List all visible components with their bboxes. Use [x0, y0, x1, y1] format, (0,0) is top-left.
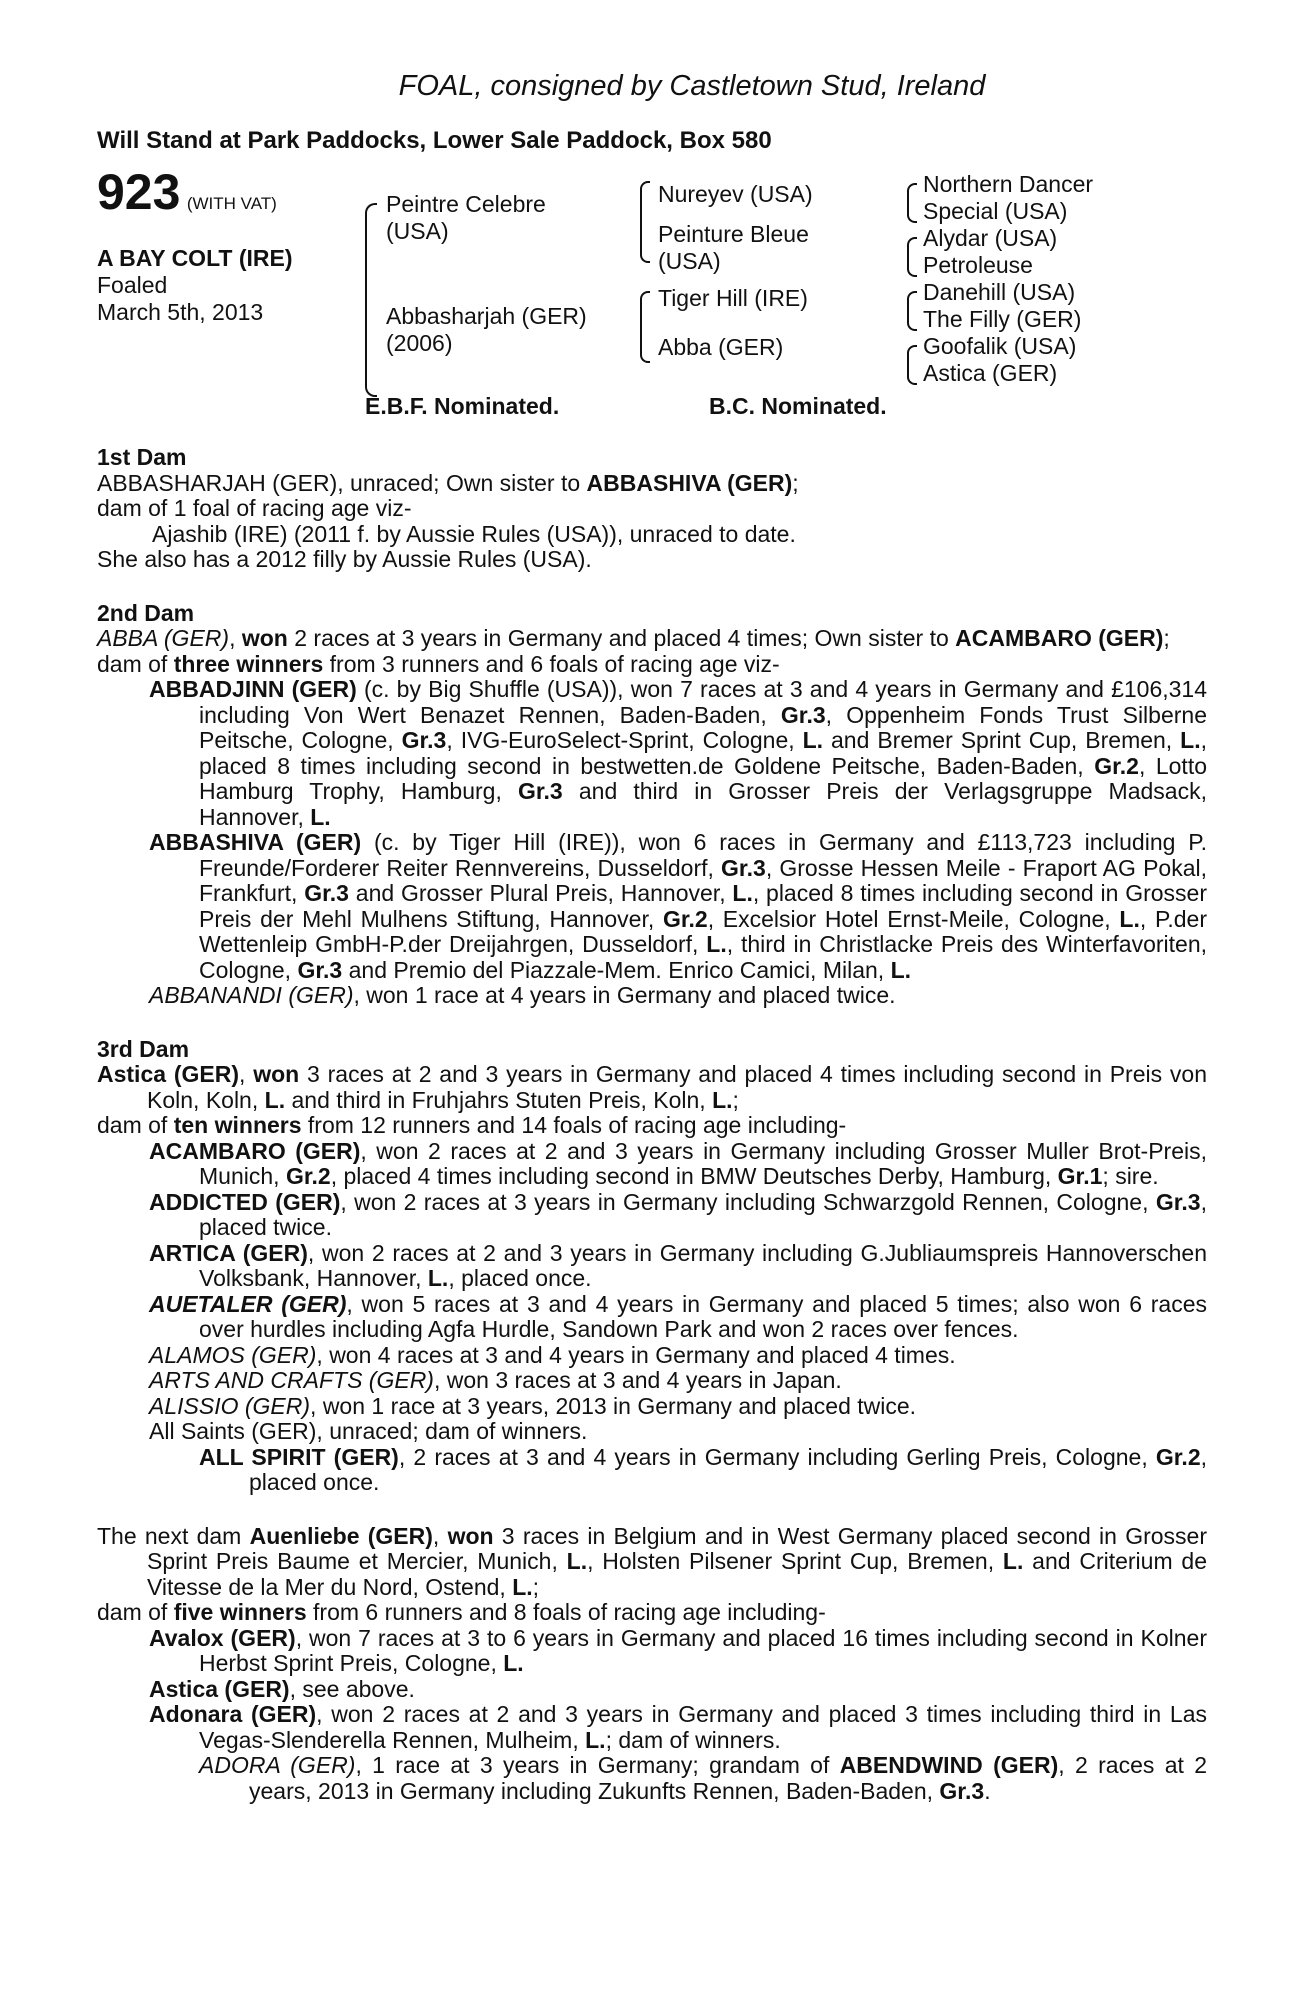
sire-dam: Peinture Bleue — [658, 221, 809, 247]
lot-number-line — [97, 164, 277, 220]
dd-dam: Astica (GER) — [923, 360, 1058, 386]
first-dam-note: She also has a 2012 filly by Aussie Rules (USA). — [97, 546, 592, 572]
produce-entry: Avalox (GER), won 7 races at 3 to 6 years in Germany and placed 16 times including second in Kolner Herbst Sprint Preis, Cologne, L. — [149, 1624, 1207, 1676]
lot-name: A BAY COLT (IRE) — [97, 245, 293, 271]
grandproduce-entry: ALL SPIRIT (GER), 2 races at 3 and 4 years in Germany including Gerling Preis, Cologne, Gr.2, placed once. — [199, 1443, 1208, 1495]
ss-sire: Northern Dancer — [923, 171, 1094, 197]
third-dam-title: 3rd Dam — [97, 1035, 190, 1062]
brace-sire-dam — [365, 203, 377, 397]
second-dam-title: 2nd Dam — [97, 599, 195, 626]
sire-sire: Nureyev (USA) — [658, 181, 813, 207]
first-dam-section — [97, 445, 1207, 573]
sire-name: Peintre Celebre — [386, 191, 546, 217]
produce-entry: ABBADJINN (GER) (c. by Big Shuffle (USA)), won 7 races at 3 and 4 years in Germany and £106,314 including Von Wert Benazet Rennen, Baden-Baden, Gr.3, Oppenheim Fonds Trust Silberne Peitsche, Cologne, Gr.3, IVG-EuroSelect-Sprint, Cologne, L. and Bremer Sprint Cup, Bremen, L., placed 8 times including second in bestwetten.de Goldene Peitsche, Baden-Baden, Gr.2, Lotto Hamburg Trophy, Hamburg, Gr.3 and third in Grosser Preis der Verlagsgruppe Madsack, Hannover, L. — [149, 676, 1207, 830]
brace-ds — [907, 291, 917, 331]
produce-entry: ADDICTED (GER), won 2 races at 3 years in Germany including Schwarzgold Rennen, Cologne, Gr.3, placed twice. — [149, 1188, 1207, 1240]
produce-entry: All Saints (GER), unraced; dam of winners. — [149, 1418, 588, 1444]
brace-sire-line — [640, 181, 650, 263]
second-dam-line: ABBA (GER), won 2 races at 3 years in Germany and placed 4 times; Own sister to ACAMBARO (GER); — [97, 625, 1170, 651]
brace-dam-line — [640, 291, 650, 363]
sire-dam-country: (USA) — [658, 248, 721, 274]
brace-ss — [907, 183, 917, 223]
next-dam-produce: dam of five winners from 6 runners and 8 foals of racing age including- — [97, 1599, 826, 1625]
catalogue-page — [97, 70, 1207, 1804]
produce-entry: ALAMOS (GER), won 4 races at 3 and 4 years in Germany and placed 4 times. — [149, 1341, 956, 1368]
dd-sire: Goofalik (USA) — [923, 333, 1077, 359]
produce-entry: AUETALER (GER), won 5 races at 3 and 4 years in Germany and placed 5 times; also won 6 races over hurdles including Agfa Hurdle, Sandown Park and won 2 races over fences. — [149, 1290, 1207, 1342]
ss-dam: Special (USA) — [923, 198, 1068, 224]
pedigree-block — [97, 164, 1207, 439]
produce-entry: ABBANANDI (GER), won 1 race at 4 years in Germany and placed twice. — [149, 982, 896, 1008]
sire-country: (USA) — [386, 218, 449, 244]
brace-dd — [907, 345, 917, 385]
first-dam-line: ABBASHARJAH (GER), unraced; Own sister to ABBASHIVA (GER); — [97, 469, 799, 496]
consignor-header: FOAL, consigned by Castletown Stud, Ireland — [398, 70, 986, 102]
produce-entry: ARTICA (GER), won 2 races at 2 and 3 years in Germany including G.Jubliaumspreis Hannoverschen Volksbank, Hannover, L., placed once. — [149, 1239, 1208, 1291]
lot-number: 923 — [97, 164, 181, 220]
third-dam-section — [97, 1037, 1207, 1496]
foaled-date: March 5th, 2013 — [97, 299, 264, 325]
next-dam-line: The next dam Auenliebe (GER), won 3 races in Belgium and in West Germany placed second in Grosser Sprint Preis Baume et Mercier, Munich, L., Holsten Pilsener Sprint Cup, Bremen, L. and Criterium de Vitesse de la Mer du Nord, Ostend, L.; — [97, 1522, 1207, 1600]
dam-year: (2006) — [386, 330, 453, 356]
produce-entry: Adonara (GER), won 2 races at 2 and 3 years in Germany and placed 3 times including third in Las Vegas-Slenderella Rennen, Mulheim, L.; dam of winners. — [149, 1701, 1207, 1753]
produce-entry: ARTS AND CRAFTS (GER), won 3 races at 3 and 4 years in Japan. — [149, 1367, 842, 1393]
second-dam-produce: dam of three winners from 3 runners and 6 foals of racing age viz- — [97, 650, 780, 677]
produce-entry: ALISSIO (GER), won 1 race at 3 years, 2013 in Germany and placed twice. — [149, 1392, 917, 1419]
third-dam-line: Astica (GER), won 3 races at 2 and 3 years in Germany and placed 4 times including second in Preis von Koln, Koln, L. and third in Fruhjahrs Stuten Preis, Koln, L.; — [97, 1061, 1208, 1113]
dam-name: Abbasharjah (GER) — [386, 303, 587, 329]
produce-entry: ACAMBARO (GER), won 2 races at 2 and 3 years in Germany including Grosser Muller Brot-Preis, Munich, Gr.2, placed 4 times including second in BMW Deutsches Derby, Hamburg, Gr.1; sire. — [149, 1137, 1207, 1189]
ds-dam: The Filly (GER) — [923, 306, 1082, 332]
second-dam-section — [97, 601, 1207, 1009]
bc-nominated: B.C. Nominated. — [709, 393, 887, 419]
sd-sire: Alydar (USA) — [923, 225, 1058, 251]
foaled-label: Foaled — [97, 272, 168, 298]
next-dam-section — [97, 1524, 1207, 1805]
ebf-nominated: E.B.F. Nominated. — [365, 393, 560, 419]
dam-sire: Tiger Hill (IRE) — [658, 285, 808, 311]
sd-dam: Petroleuse — [923, 252, 1033, 278]
dam-dam: Abba (GER) — [658, 334, 784, 360]
produce-entry: Astica (GER), see above. — [149, 1675, 415, 1702]
first-dam-foal-entry: Ajashib (IRE) (2011 f. by Aussie Rules (USA)), unraced to date. — [152, 520, 796, 547]
first-dam-title: 1st Dam — [97, 444, 187, 470]
third-dam-produce: dam of ten winners from 12 runners and 14 foals of racing age including- — [97, 1112, 847, 1138]
vat-label: (WITH VAT) — [186, 194, 277, 213]
produce-entry: ABBASHIVA (GER) (c. by Tiger Hill (IRE)), won 6 races in Germany and £113,723 including P. Freunde/Forderer Reiter Rennvereins, Dusseldorf, Gr.3, Grosse Hessen Meile - Fraport AG Pokal, Frankfurt, Gr.3 and Grosser Plural Preis, Hannover, L., placed 8 times including second in Grosser Preis der Mehl Mulhens Stiftung, Hannover, Gr.2, Excelsior Hotel Ernst-Meile, Cologne, L., P.der Wettenleip GmbH-P.der Dreijahrgen, Dusseldorf, L., third in Christlacke Preis des Winterfavoriten, Cologne, Gr.3 and Premio del Piazzale-Mem. Enrico Camici, Milan, L. — [149, 829, 1207, 983]
brace-sd — [907, 237, 917, 277]
stand-location: Will Stand at Park Paddocks, Lower Sale Paddock, Box 580 — [97, 127, 772, 154]
grandproduce-entry: ADORA (GER), 1 race at 3 years in Germany; grandam of ABENDWIND (GER), 2 races at 2 years, 2013 in Germany including Zukunfts Rennen, Baden-Baden, Gr.3. — [199, 1752, 1207, 1804]
ds-sire: Danehill (USA) — [923, 279, 1076, 305]
first-dam-foals: dam of 1 foal of racing age viz- — [97, 495, 412, 521]
